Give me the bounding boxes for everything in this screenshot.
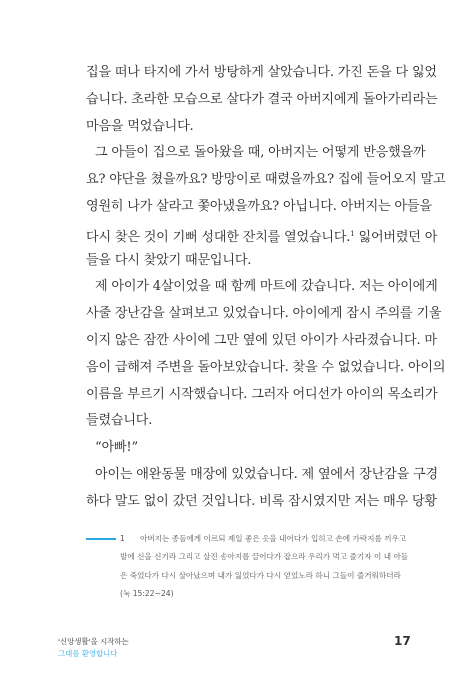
footnote-number: 1 <box>120 534 125 543</box>
footnote-line <box>120 530 412 548</box>
body-line: 영원히 나가 살라고 쫓아냈을까요? 아닙니다. 아버지는 아들을 <box>86 198 432 214</box>
body-line: 그 아들이 집으로 돌아왔을 때, 아버지는 어떻게 반응했을까 <box>95 145 426 161</box>
body-line: 집을 떠나 타지에 가서 방탕하게 살았습니다. 가진 돈을 다 잃었 <box>86 65 437 80</box>
body-line: 들렸습니다. <box>86 413 153 429</box>
body-line: 습니다. 초라한 모습으로 살다가 결국 아버지에게 돌아가리라는 <box>86 91 438 107</box>
footnote-line: 발에 신을 신기라 그리고 살진 송아지를 끌어다가 잡으라 우리가 먹고 즐기자 이 내 아들 <box>120 552 409 562</box>
footnote-text: 아버지는 종들에게 이르되 제일 좋은 옷을 내어다가 입히고 손에 가락지를 끼우고 <box>140 534 407 543</box>
running-title <box>58 636 129 660</box>
running-title-line1: '신앙생활'을 시작하는 <box>58 637 129 646</box>
body-line-tail: 잃어버렸던 아 <box>354 229 438 245</box>
footnote-line: (눅 15:22~24) <box>120 588 174 598</box>
body-line: 하다 말도 없이 갔던 것입니다. 비록 잠시였지만 저는 매우 당황 <box>86 493 437 509</box>
body-line: 이지 않은 잠깐 사이에 그만 옆에 있던 아이가 사라졌습니다. 마 <box>86 332 437 348</box>
body-line: 이름을 부르기 시작했습니다. 그러자 어디선가 아이의 목소리가 <box>86 386 438 402</box>
body-line-with-footnote <box>86 221 438 248</box>
body-line: 아이는 애완동물 매장에 있었습니다. 제 옆에서 장난감을 구경 <box>95 466 438 482</box>
body-text <box>86 60 446 516</box>
body-line-quote: “아빠!” <box>95 440 138 456</box>
body-line: 음이 급해져 주변을 돌아보았습니다. 찾을 수 없었습니다. 아이의 <box>86 359 446 375</box>
page-number: 17 <box>394 634 411 648</box>
body-line: 제 아이가 4살이었을 때 함께 마트에 갔습니다. 저는 아이에게 <box>95 279 438 295</box>
body-line: 들을 다시 찾았기 때문입니다. <box>86 252 252 268</box>
footnote <box>120 530 412 603</box>
footnote-line: 은 죽었다가 다시 살아났으며 내가 잃었다가 다시 얻었노라 하니 그들이 즐거워하더라 <box>120 570 401 580</box>
body-line: 사줄 장난감을 살펴보고 있었습니다. 아이에게 잠시 주의를 기울 <box>86 306 442 322</box>
body-line-text: 다시 찾은 것이 기뻐 성대한 잔치를 열었습니다. <box>86 229 351 245</box>
body-line: 마음을 먹었습니다. <box>86 118 194 134</box>
body-line: 요? 야단을 쳤을까요? 방망이로 때렸을까요? 집에 들어오지 말고 <box>86 172 446 188</box>
running-title-line2: 그대를 환영합니다 <box>58 649 118 658</box>
footnote-rule <box>86 538 116 540</box>
footnote-marker: 1 <box>350 229 355 238</box>
